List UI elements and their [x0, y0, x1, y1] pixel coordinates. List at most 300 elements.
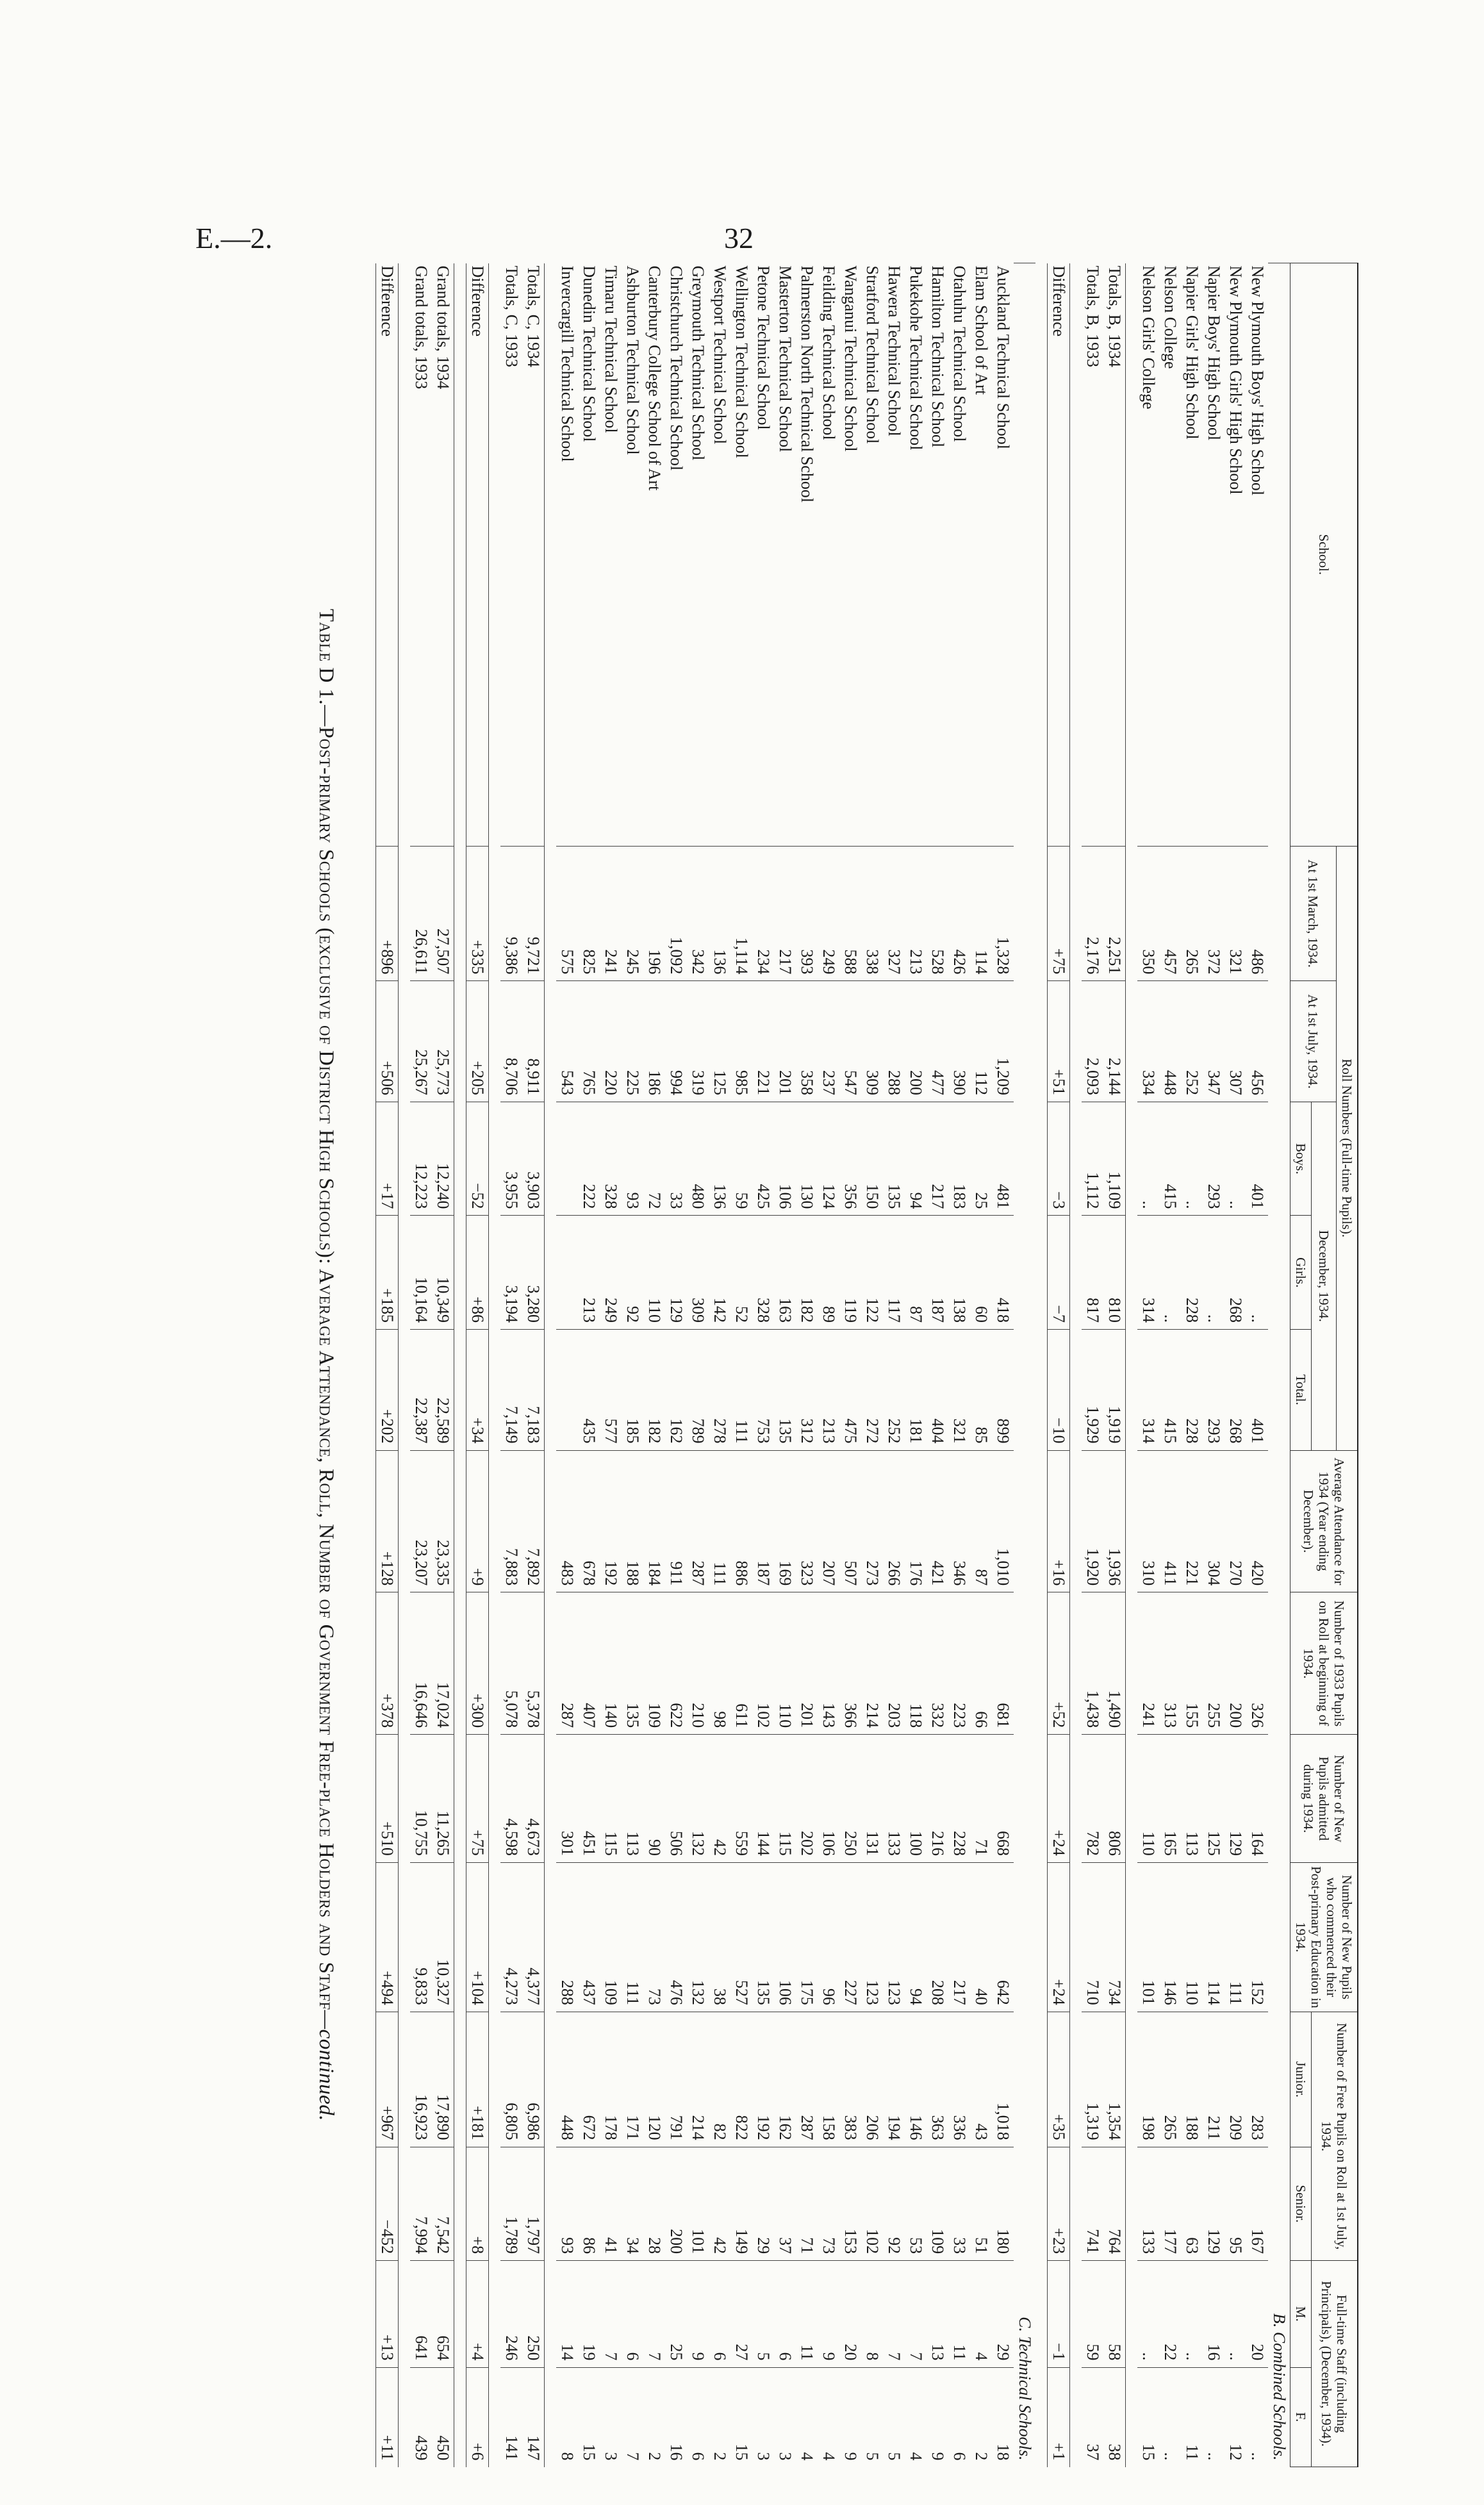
value-cell: 149 — [730, 2147, 752, 2260]
spacer-row — [1035, 263, 1048, 2467]
value-cell: +75 — [466, 1735, 489, 1863]
value-cell: 1,114 — [730, 846, 752, 981]
value-cell: 129 — [1224, 1735, 1246, 1863]
value-cell: 109 — [643, 1592, 665, 1735]
table-row — [861, 263, 883, 2467]
value-cell: 304 — [1203, 1450, 1224, 1592]
header-december: December, 1934. — [1312, 1102, 1337, 1451]
value-cell: 559 — [730, 1735, 752, 1863]
value-cell: 22 — [1159, 2261, 1181, 2367]
table-row — [818, 263, 839, 2467]
value-cell: 356 — [839, 1102, 861, 1216]
value-cell: 158 — [818, 2012, 839, 2147]
value-cell: 194 — [883, 2012, 905, 2147]
value-cell: 7 — [643, 2261, 665, 2367]
value-cell: 71 — [970, 1735, 992, 1863]
value-cell: 129 — [1203, 2147, 1224, 2260]
table-row — [1246, 263, 1268, 2467]
value-cell: 138 — [948, 1216, 970, 1329]
value-cell: 310 — [1137, 1450, 1159, 1592]
value-cell: 87 — [970, 1450, 992, 1592]
value-cell: 228 — [948, 1735, 970, 1863]
value-cell: 6 — [774, 2261, 796, 2367]
value-cell: 6,986 — [522, 2012, 545, 2147]
value-cell: 350 — [1137, 846, 1159, 981]
school-name-cell: Difference — [376, 263, 399, 847]
table-row — [839, 263, 861, 2467]
value-cell: 25,773 — [432, 981, 454, 1102]
value-cell: 9 — [927, 2367, 948, 2467]
value-cell: 73 — [643, 1862, 665, 2012]
table-row — [643, 263, 665, 2467]
grand-totals-row — [432, 263, 454, 2467]
value-cell: 301 — [556, 1735, 578, 1863]
value-cell: 216 — [927, 1735, 948, 1863]
value-cell: 71 — [796, 2147, 818, 2260]
spacer-row — [1126, 263, 1138, 2467]
value-cell: 112 — [970, 981, 992, 1102]
value-cell: 255 — [1203, 1592, 1224, 1735]
value-cell: 184 — [643, 1450, 665, 1592]
value-cell: 287 — [687, 1450, 709, 1592]
value-cell: 270 — [1224, 1450, 1246, 1592]
value-cell: 3 — [752, 2367, 774, 2467]
value-cell: 3 — [600, 2367, 622, 2467]
value-cell: 1,919 — [1103, 1329, 1126, 1450]
value-cell: 201 — [774, 981, 796, 1102]
value-cell: 451 — [578, 1735, 600, 1863]
value-cell: 4,598 — [500, 1735, 522, 1863]
value-cell: 507 — [839, 1450, 861, 1592]
value-cell: 150 — [861, 1102, 883, 1216]
value-cell: 547 — [839, 981, 861, 1102]
value-cell: 1,092 — [665, 846, 687, 981]
value-cell: 6 — [948, 2367, 970, 2467]
value-cell: 237 — [818, 981, 839, 1102]
value-cell: 806 — [1103, 1735, 1126, 1863]
value-cell: 2,144 — [1103, 981, 1126, 1102]
value-cell: 200 — [1224, 1592, 1246, 1735]
value-cell: 421 — [927, 1450, 948, 1592]
school-name-cell: Napier Girls' High School — [1183, 265, 1201, 440]
value-cell: 994 — [665, 981, 687, 1102]
value-cell: 20 — [1246, 2261, 1268, 2367]
value-cell: 22,387 — [410, 1329, 432, 1450]
value-cell: 393 — [796, 846, 818, 981]
value-cell: 822 — [730, 2012, 752, 2147]
value-cell: 2 — [970, 2367, 992, 2467]
spacer-row — [1070, 263, 1082, 2467]
value-cell: +34 — [466, 1329, 489, 1450]
value-cell: 196 — [643, 846, 665, 981]
value-cell — [556, 1102, 578, 1216]
value-cell: 220 — [600, 981, 622, 1102]
value-cell: +23 — [1048, 2147, 1070, 2260]
value-cell: .. — [1246, 1216, 1268, 1329]
value-cell: 404 — [927, 1329, 948, 1450]
value-cell: 92 — [622, 1216, 643, 1329]
value-cell: 415 — [1159, 1329, 1181, 1450]
value-cell: 182 — [796, 1216, 818, 1329]
value-cell: +128 — [376, 1450, 399, 1592]
value-cell: 7,149 — [500, 1329, 522, 1450]
school-name-cell: Totals, C, 1934 — [522, 263, 545, 847]
value-cell: 420 — [1246, 1450, 1268, 1592]
value-cell: 272 — [861, 1329, 883, 1450]
value-cell: 109 — [600, 1862, 622, 2012]
value-cell: 209 — [1224, 2012, 1246, 2147]
value-cell: 223 — [948, 1592, 970, 1735]
header-attendance: Average Attendance for 1934 (Year ending December). — [1290, 1450, 1358, 1592]
value-cell: .. — [1181, 1102, 1203, 1216]
value-cell: 456 — [1246, 981, 1268, 1102]
value-cell: 135 — [622, 1592, 643, 1735]
table-row — [796, 263, 818, 2467]
value-cell: 366 — [839, 1592, 861, 1735]
value-cell: 817 — [1082, 1216, 1103, 1329]
value-cell: +86 — [466, 1216, 489, 1329]
value-cell: 26,611 — [410, 846, 432, 981]
value-cell: 188 — [622, 1450, 643, 1592]
spacer-row — [399, 263, 411, 2467]
value-cell: 7 — [622, 2367, 643, 2467]
value-cell: 1,789 — [500, 2147, 522, 2260]
school-name-cell: Pukekohe Technical School — [907, 265, 925, 451]
spacer-row — [454, 263, 466, 2467]
value-cell: 132 — [687, 1862, 709, 2012]
value-cell: 53 — [905, 2147, 927, 2260]
grand-difference-row — [376, 263, 399, 2467]
value-cell: 246 — [500, 2261, 522, 2367]
value-cell: 132 — [687, 1735, 709, 1863]
value-cell: 332 — [927, 1592, 948, 1735]
value-cell: 654 — [432, 2261, 454, 2367]
value-cell: 3,280 — [522, 1216, 545, 1329]
value-cell: 115 — [774, 1735, 796, 1863]
value-cell: 94 — [905, 1862, 927, 2012]
header-girls: Girls. — [1290, 1216, 1312, 1329]
value-cell: 6 — [709, 2261, 730, 2367]
value-cell: 323 — [796, 1450, 818, 1592]
value-cell: 136 — [709, 1102, 730, 1216]
value-cell: 167 — [1246, 2147, 1268, 2260]
value-cell: 326 — [1246, 1592, 1268, 1735]
value-cell: 214 — [687, 2012, 709, 2147]
table-row — [883, 263, 905, 2467]
value-cell: 1,328 — [992, 846, 1014, 981]
value-cell: 506 — [665, 1735, 687, 1863]
value-cell: 59 — [730, 1102, 752, 1216]
header-senior: Senior. — [1290, 2147, 1312, 2260]
value-cell: 265 — [1181, 846, 1203, 981]
value-cell: 198 — [1137, 2012, 1159, 2147]
value-cell: 1,936 — [1103, 1450, 1126, 1592]
value-cell: 12 — [1224, 2367, 1246, 2467]
value-cell: 93 — [556, 2147, 578, 2260]
value-cell: 38 — [709, 1862, 730, 2012]
value-cell: 15 — [1137, 2367, 1159, 2467]
value-cell: 162 — [665, 1329, 687, 1450]
value-cell: 15 — [578, 2367, 600, 2467]
section-heading-row — [1014, 263, 1035, 2467]
value-cell: 93 — [622, 1102, 643, 1216]
value-cell: 202 — [796, 1735, 818, 1863]
value-cell: 7,892 — [522, 1450, 545, 1592]
value-cell: 825 — [578, 846, 600, 981]
table-row — [665, 263, 687, 2467]
value-cell: 1,109 — [1103, 1102, 1126, 1216]
school-name-cell: Timaru Technical School — [602, 265, 620, 433]
table-row — [1137, 263, 1159, 2467]
value-cell: 206 — [861, 2012, 883, 2147]
value-cell: 10,755 — [410, 1735, 432, 1863]
value-cell: +378 — [376, 1592, 399, 1735]
value-cell: 213 — [905, 846, 927, 981]
value-cell: 23,207 — [410, 1450, 432, 1592]
value-cell: +300 — [466, 1592, 489, 1735]
value-cell: 6 — [622, 2261, 643, 2367]
value-cell: 213 — [578, 1216, 600, 1329]
value-cell: 1,010 — [992, 1450, 1014, 1592]
school-name-cell: New Plymouth Girls' High School — [1226, 265, 1245, 495]
value-cell: 210 — [687, 1592, 709, 1735]
value-cell: 96 — [818, 1862, 839, 2012]
table-row — [1159, 263, 1181, 2467]
value-cell: 131 — [861, 1735, 883, 1863]
value-cell: 27,507 — [432, 846, 454, 981]
value-cell: 118 — [905, 1592, 927, 1735]
value-cell: 141 — [500, 2367, 522, 2467]
rotated-table-page — [154, 263, 1358, 2467]
table-row — [752, 263, 774, 2467]
value-cell: 309 — [687, 1216, 709, 1329]
value-cell: +17 — [376, 1102, 399, 1216]
value-cell: +9 — [466, 1450, 489, 1592]
value-cell: +4 — [466, 2261, 489, 2367]
value-cell: 17,024 — [432, 1592, 454, 1735]
value-cell: 480 — [687, 1102, 709, 1216]
value-cell: +51 — [1048, 981, 1070, 1102]
header-free-pupils: Number of Free Pupils on Roll at 1st July, 1934. — [1312, 2012, 1358, 2260]
value-cell: 98 — [709, 1592, 730, 1735]
value-cell: 782 — [1082, 1735, 1103, 1863]
value-cell: 985 — [730, 981, 752, 1102]
value-cell: 1,438 — [1082, 1592, 1103, 1735]
value-cell: 123 — [883, 1862, 905, 2012]
value-cell: 11 — [796, 2261, 818, 2367]
value-cell: 200 — [905, 981, 927, 1102]
section-heading: B. Combined Schools. — [1268, 263, 1290, 2467]
value-cell: 20 — [839, 2261, 861, 2367]
value-cell: 211 — [1203, 2012, 1224, 2147]
header-march: At 1st March, 1934. — [1290, 846, 1337, 981]
grand-totals-row — [410, 263, 432, 2467]
value-cell: 8 — [556, 2367, 578, 2467]
school-name-cell: Napier Boys' High School — [1205, 265, 1223, 441]
value-cell: 187 — [927, 1216, 948, 1329]
value-cell: 183 — [948, 1102, 970, 1216]
value-cell: 390 — [948, 981, 970, 1102]
value-cell: 611 — [730, 1592, 752, 1735]
value-cell: 110 — [643, 1216, 665, 1329]
value-cell: 111 — [1224, 1862, 1246, 2012]
value-cell: 886 — [730, 1450, 752, 1592]
value-cell: 142 — [709, 1216, 730, 1329]
value-cell: .. — [1137, 2261, 1159, 2367]
totals-row — [1103, 263, 1126, 2467]
value-cell: 101 — [1137, 1862, 1159, 2012]
value-cell: 407 — [578, 1592, 600, 1735]
value-cell: 293 — [1203, 1329, 1224, 1450]
value-cell: 228 — [1181, 1216, 1203, 1329]
value-cell: +335 — [466, 846, 489, 981]
value-cell: .. — [1137, 1102, 1159, 1216]
value-cell: +506 — [376, 981, 399, 1102]
school-name-cell: Greymouth Technical School — [689, 265, 707, 461]
value-cell: 577 — [600, 1329, 622, 1450]
value-cell: 111 — [730, 1329, 752, 1450]
school-name-cell: Petone Technical School — [754, 265, 773, 430]
value-cell: 136 — [709, 846, 730, 981]
value-cell: 383 — [839, 2012, 861, 2147]
value-cell: 5 — [861, 2367, 883, 2467]
school-name-cell: Totals, C, 1933 — [502, 265, 521, 368]
value-cell: 4 — [970, 2261, 992, 2367]
table-row — [905, 263, 927, 2467]
value-cell: 59 — [1082, 2261, 1103, 2367]
value-cell: 314 — [1137, 1216, 1159, 1329]
value-cell: 439 — [410, 2367, 432, 2467]
table-row — [1203, 263, 1224, 2467]
value-cell: .. — [1203, 2367, 1224, 2467]
value-cell: 11,265 — [432, 1735, 454, 1863]
value-cell: 249 — [818, 846, 839, 981]
value-cell: +205 — [466, 981, 489, 1102]
value-cell: 13 — [927, 2261, 948, 2367]
value-cell: .. — [1181, 2261, 1203, 2367]
value-cell: 119 — [839, 1216, 861, 1329]
value-cell: .. — [1159, 1216, 1181, 1329]
value-cell: 117 — [883, 1216, 905, 1329]
value-cell: 3 — [774, 2367, 796, 2467]
value-cell: 283 — [1246, 2012, 1268, 2147]
value-cell: 3,194 — [500, 1216, 522, 1329]
totals-row — [500, 263, 522, 2467]
value-cell: 5,378 — [522, 1592, 545, 1735]
value-cell: 25 — [665, 2261, 687, 2367]
value-cell: 22,589 — [432, 1329, 454, 1450]
value-cell: 1,929 — [1082, 1329, 1103, 1450]
value-cell: +1 — [1048, 2367, 1070, 2467]
value-cell: 100 — [905, 1735, 927, 1863]
value-cell: 185 — [622, 1329, 643, 1450]
value-cell: 207 — [818, 1450, 839, 1592]
value-cell: 9,721 — [522, 846, 545, 981]
value-cell: 10,349 — [432, 1216, 454, 1329]
value-cell: 372 — [1203, 846, 1224, 981]
value-cell: 672 — [578, 2012, 600, 2147]
value-cell: 4 — [905, 2367, 927, 2467]
value-cell: 140 — [600, 1592, 622, 1735]
totals-row — [522, 263, 545, 2467]
value-cell: 9 — [687, 2261, 709, 2367]
value-cell: 111 — [709, 1450, 730, 1592]
school-name-cell: Masterton Technical School — [776, 265, 795, 452]
table-row — [927, 263, 948, 2467]
value-cell: 43 — [970, 2012, 992, 2147]
value-cell: 448 — [556, 2012, 578, 2147]
table-row — [556, 263, 578, 2467]
value-cell: 528 — [927, 846, 948, 981]
header-roll-numbers: Roll Numbers (Full-time Pupils). — [1337, 846, 1358, 1450]
value-cell: 911 — [665, 1450, 687, 1592]
value-cell: 426 — [948, 846, 970, 981]
school-name-cell: Otahuhu Technical School — [950, 265, 969, 442]
value-cell: +35 — [1048, 2012, 1070, 2147]
statistics-table — [375, 263, 1358, 2467]
school-name-cell: Canterbury College School of Art — [645, 265, 664, 491]
value-cell: 741 — [1082, 2147, 1103, 2260]
value-cell: 135 — [883, 1102, 905, 1216]
value-cell: 110 — [774, 1592, 796, 1735]
value-cell: .. — [1224, 2261, 1246, 2367]
header-staff: Full-time Staff (including Principals), (December, 1934). — [1312, 2261, 1358, 2467]
value-cell: 293 — [1203, 1102, 1224, 1216]
value-cell: +52 — [1048, 1592, 1070, 1735]
value-cell: 4 — [818, 2367, 839, 2467]
value-cell: 85 — [970, 1329, 992, 1450]
value-cell: 5 — [752, 2261, 774, 2367]
header-junior: Junior. — [1290, 2012, 1312, 2147]
value-cell: 122 — [861, 1216, 883, 1329]
value-cell: 114 — [1203, 1862, 1224, 2012]
header-m: M. — [1290, 2261, 1312, 2367]
value-cell: 252 — [883, 1329, 905, 1450]
value-cell: 7 — [883, 2261, 905, 2367]
value-cell: 152 — [1246, 1862, 1268, 2012]
school-name-cell: Grand totals, 1933 — [412, 265, 431, 390]
value-cell: 319 — [687, 981, 709, 1102]
value-cell: 334 — [1137, 981, 1159, 1102]
value-cell: 448 — [1159, 981, 1181, 1102]
value-cell: 278 — [709, 1329, 730, 1450]
value-cell: 133 — [883, 1735, 905, 1863]
value-cell: 3,903 — [522, 1102, 545, 1216]
value-cell: 16,646 — [410, 1592, 432, 1735]
value-cell: +11 — [376, 2367, 399, 2467]
value-cell: 734 — [1103, 1862, 1126, 2012]
value-cell: 321 — [948, 1329, 970, 1450]
value-cell: 622 — [665, 1592, 687, 1735]
value-cell: 133 — [1137, 2147, 1159, 2260]
page-section-code: E.—2. — [195, 222, 273, 254]
value-cell: 681 — [992, 1592, 1014, 1735]
value-cell: 106 — [818, 1735, 839, 1863]
value-cell: 153 — [839, 2147, 861, 2260]
school-name-cell: Stratford Technical School — [863, 265, 882, 444]
header-f: F. — [1290, 2367, 1312, 2467]
value-cell: 86 — [578, 2147, 600, 2260]
value-cell: 228 — [1181, 1329, 1203, 1450]
value-cell: 241 — [600, 846, 622, 981]
value-cell: 146 — [1159, 1862, 1181, 2012]
value-cell: 164 — [1246, 1735, 1268, 1863]
value-cell: 12,223 — [410, 1102, 432, 1216]
value-cell: 437 — [578, 1862, 600, 2012]
value-cell: 642 — [992, 1862, 1014, 2012]
value-cell: 23,335 — [432, 1450, 454, 1592]
value-cell: 4,673 — [522, 1735, 545, 1863]
